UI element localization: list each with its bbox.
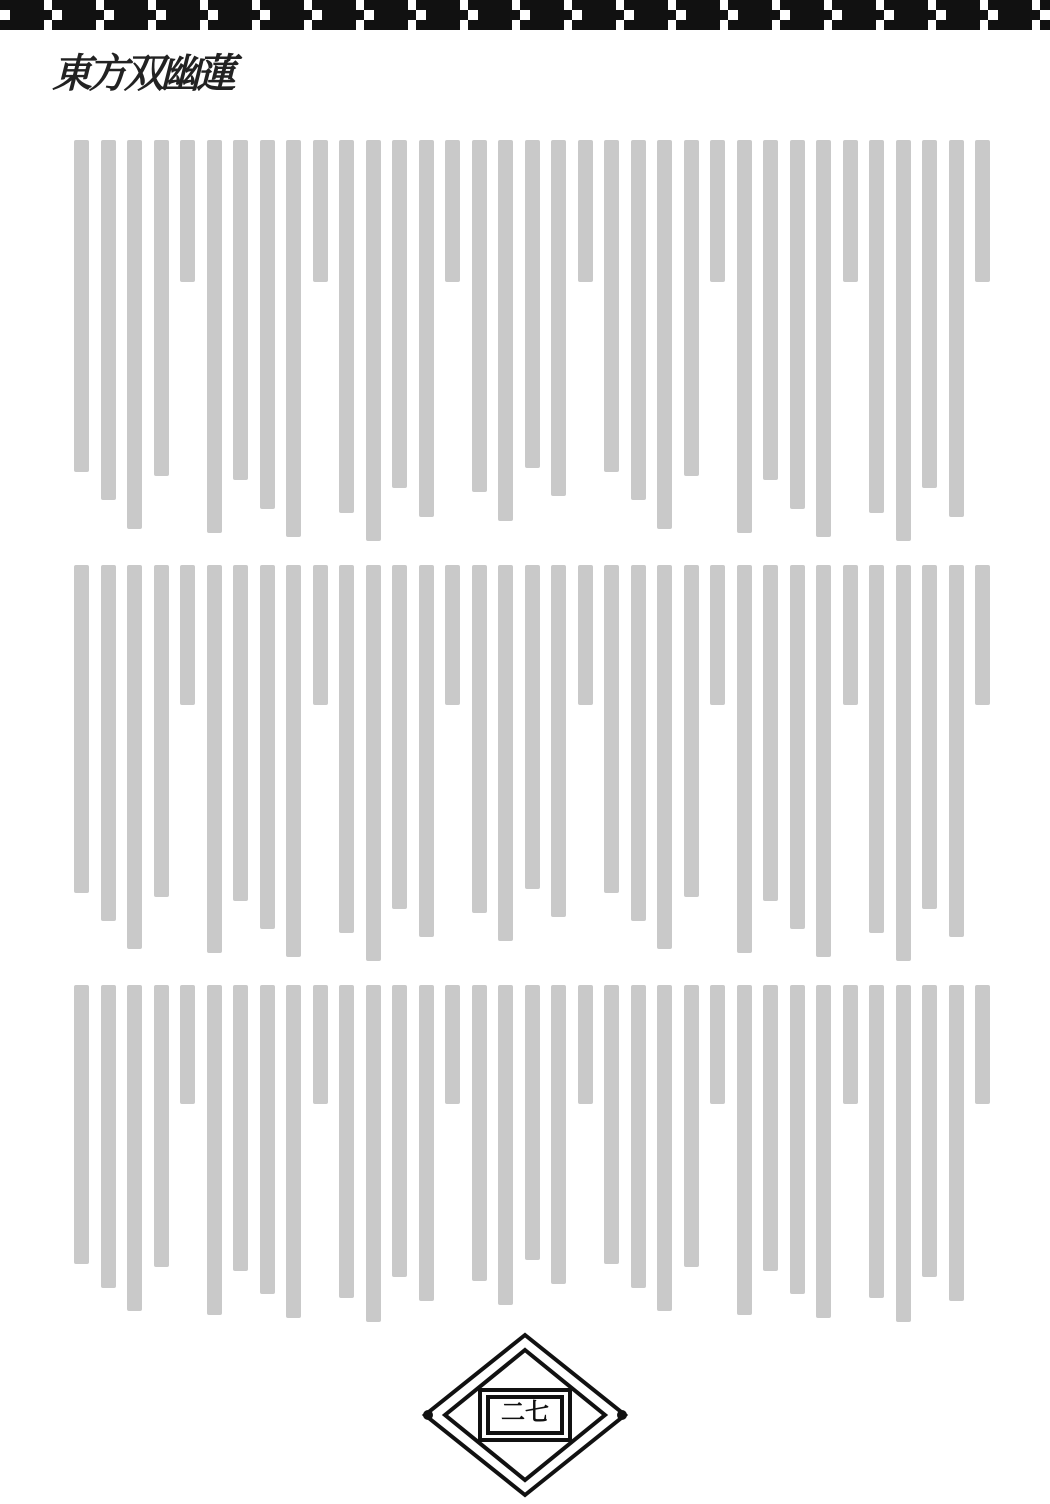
text-column <box>101 565 116 921</box>
text-column <box>180 565 195 705</box>
book-title: 東方双幽蓮 <box>52 50 232 97</box>
text-column <box>949 140 964 517</box>
text-column <box>74 985 89 1264</box>
text-column <box>790 985 805 1294</box>
text-column <box>551 985 566 1284</box>
text-column <box>260 140 275 509</box>
text-column <box>498 140 513 521</box>
text-column <box>763 140 778 480</box>
text-column <box>127 985 142 1311</box>
text-column <box>790 140 805 509</box>
text-column <box>975 140 990 282</box>
text-column <box>286 565 301 957</box>
text-column <box>366 985 381 1322</box>
text-column <box>419 565 434 937</box>
text-column <box>286 140 301 537</box>
text-column <box>180 140 195 282</box>
text-column <box>419 985 434 1301</box>
text-column <box>816 565 831 957</box>
text-column <box>498 985 513 1305</box>
decorative-banner <box>0 0 1050 30</box>
text-column <box>366 565 381 961</box>
text-column <box>339 565 354 933</box>
text-column <box>578 565 593 705</box>
text-column <box>445 140 460 282</box>
text-column <box>472 565 487 913</box>
text-column <box>604 565 619 893</box>
text-column <box>472 985 487 1281</box>
text-column <box>551 565 566 917</box>
text-column <box>869 565 884 933</box>
text-column <box>392 565 407 909</box>
text-column <box>843 140 858 282</box>
text-column <box>445 565 460 705</box>
text-column <box>233 140 248 480</box>
text-column <box>551 140 566 496</box>
text-column <box>896 985 911 1322</box>
text-column <box>843 565 858 705</box>
text-column <box>975 565 990 705</box>
text-column <box>207 985 222 1315</box>
text-block-middle <box>60 565 990 970</box>
text-column <box>710 985 725 1104</box>
text-column <box>525 565 540 889</box>
text-column <box>737 985 752 1315</box>
text-column <box>684 985 699 1267</box>
text-column <box>657 140 672 529</box>
text-column <box>392 140 407 488</box>
text-column <box>949 565 964 937</box>
text-column <box>313 140 328 282</box>
text-column <box>710 565 725 705</box>
text-column <box>392 985 407 1277</box>
text-column <box>74 140 89 472</box>
text-column <box>631 565 646 921</box>
text-block-upper <box>60 140 990 550</box>
text-column <box>260 985 275 1294</box>
text-column <box>790 565 805 929</box>
text-column <box>127 565 142 949</box>
text-column <box>313 565 328 705</box>
page-number-ornament <box>410 1330 640 1500</box>
text-column <box>896 140 911 541</box>
text-column <box>869 985 884 1298</box>
text-column <box>498 565 513 941</box>
text-column <box>604 985 619 1264</box>
text-column <box>737 140 752 533</box>
text-column <box>154 985 169 1267</box>
text-column <box>101 985 116 1288</box>
text-column <box>684 140 699 476</box>
text-column <box>154 140 169 476</box>
text-column <box>260 565 275 929</box>
text-column <box>843 985 858 1104</box>
text-column <box>631 140 646 500</box>
text-column <box>339 140 354 513</box>
text-column <box>578 985 593 1104</box>
text-block-lower <box>60 985 990 1330</box>
text-column <box>154 565 169 897</box>
text-column <box>233 565 248 901</box>
text-column <box>975 985 990 1104</box>
text-column <box>763 985 778 1271</box>
text-column <box>922 140 937 488</box>
text-column <box>578 140 593 282</box>
text-column <box>816 140 831 537</box>
text-column <box>631 985 646 1288</box>
text-column <box>101 140 116 500</box>
text-column <box>419 140 434 517</box>
text-column <box>869 140 884 513</box>
text-column <box>896 565 911 961</box>
text-column <box>684 565 699 897</box>
text-column <box>286 985 301 1318</box>
text-column <box>180 985 195 1104</box>
text-column <box>74 565 89 893</box>
text-column <box>737 565 752 953</box>
text-column <box>763 565 778 901</box>
text-column <box>525 985 540 1260</box>
text-column <box>922 565 937 909</box>
text-column <box>657 985 672 1311</box>
text-column <box>207 565 222 953</box>
text-column <box>207 140 222 533</box>
text-column <box>525 140 540 468</box>
page-number: 二七 <box>501 1397 549 1426</box>
text-column <box>233 985 248 1271</box>
text-column <box>949 985 964 1301</box>
text-column <box>604 140 619 472</box>
text-column <box>339 985 354 1298</box>
text-column <box>816 985 831 1318</box>
text-column <box>657 565 672 949</box>
text-column <box>472 140 487 492</box>
text-column <box>366 140 381 541</box>
text-column <box>127 140 142 529</box>
text-column <box>922 985 937 1277</box>
text-column <box>445 985 460 1104</box>
text-column <box>710 140 725 282</box>
text-column <box>313 985 328 1104</box>
